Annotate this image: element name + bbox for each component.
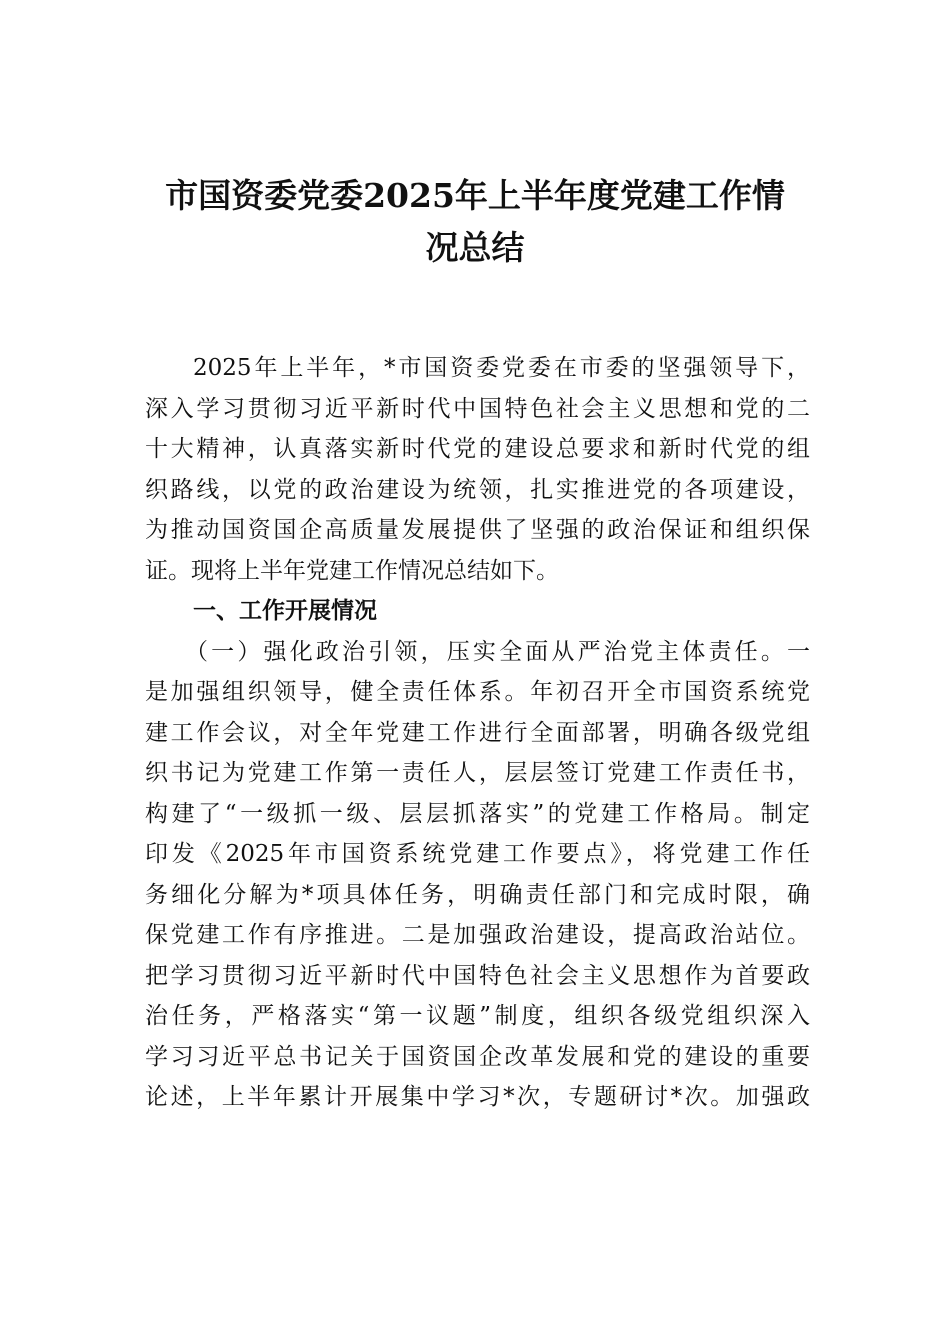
document-title bbox=[120, 170, 830, 274]
paragraph-line: 印发《2025年市国资系统党建工作要点》，将党建工作任 bbox=[145, 841, 810, 867]
title-line: 市国资委党委2025年上半年度党建工作情 bbox=[165, 176, 785, 215]
paragraph-line: 保党建工作有序推进。二是加强政治建设，提高政治站位。 bbox=[145, 922, 810, 948]
paragraph-line: 2025年上半年，*市国资委党委在市委的坚强领导下， bbox=[193, 355, 810, 381]
paragraph-line: 是加强组织领导，健全责任体系。年初召开全市国资系统党 bbox=[145, 679, 810, 705]
paragraph-line: 构建了“一级抓一级、层层抓落实”的党建工作格局。制定 bbox=[145, 800, 810, 827]
paragraph-line: 十大精神，认真落实新时代党的建设总要求和新时代党的组 bbox=[145, 436, 810, 462]
paragraph-line: （一）强化政治引领，压实全面从严治党主体责任。一 bbox=[185, 638, 810, 665]
paragraph-line: 建工作会议，对全年党建工作进行全面部署，明确各级党组 bbox=[145, 719, 810, 746]
paragraph-line: 论述，上半年累计开展集中学习*次，专题研讨*次。加强政 bbox=[145, 1084, 810, 1110]
paragraph-line: 证。现将上半年党建工作情况总结如下。 bbox=[145, 557, 559, 584]
paragraph-line: 为推动国资国企高质量发展提供了坚强的政治保证和组织保 bbox=[145, 517, 810, 543]
paragraph-line: 治任务，严格落实“第一议题”制度，组织各级党组织深入 bbox=[145, 1003, 810, 1029]
document-body bbox=[145, 348, 810, 1118]
paragraph-line: 深入学习贯彻习近平新时代中国特色社会主义思想和党的二 bbox=[145, 395, 810, 422]
title-line: 况总结 bbox=[425, 228, 525, 267]
paragraph-line: 把学习贯彻习近平新时代中国特色社会主义思想作为首要政 bbox=[145, 962, 810, 989]
section-heading: 一、工作开展情况 bbox=[193, 598, 377, 624]
paragraph-line: 学习习近平总书记关于国资国企改革发展和党的建设的重要 bbox=[145, 1043, 810, 1070]
paragraph-line: 务细化分解为*项具体任务，明确责任部门和完成时限，确 bbox=[145, 881, 810, 908]
paragraph-line: 织书记为党建工作第一责任人，层层签订党建工作责任书， bbox=[145, 760, 810, 786]
paragraph-line: 织路线，以党的政治建设为统领，扎实推进党的各项建设， bbox=[145, 476, 810, 503]
